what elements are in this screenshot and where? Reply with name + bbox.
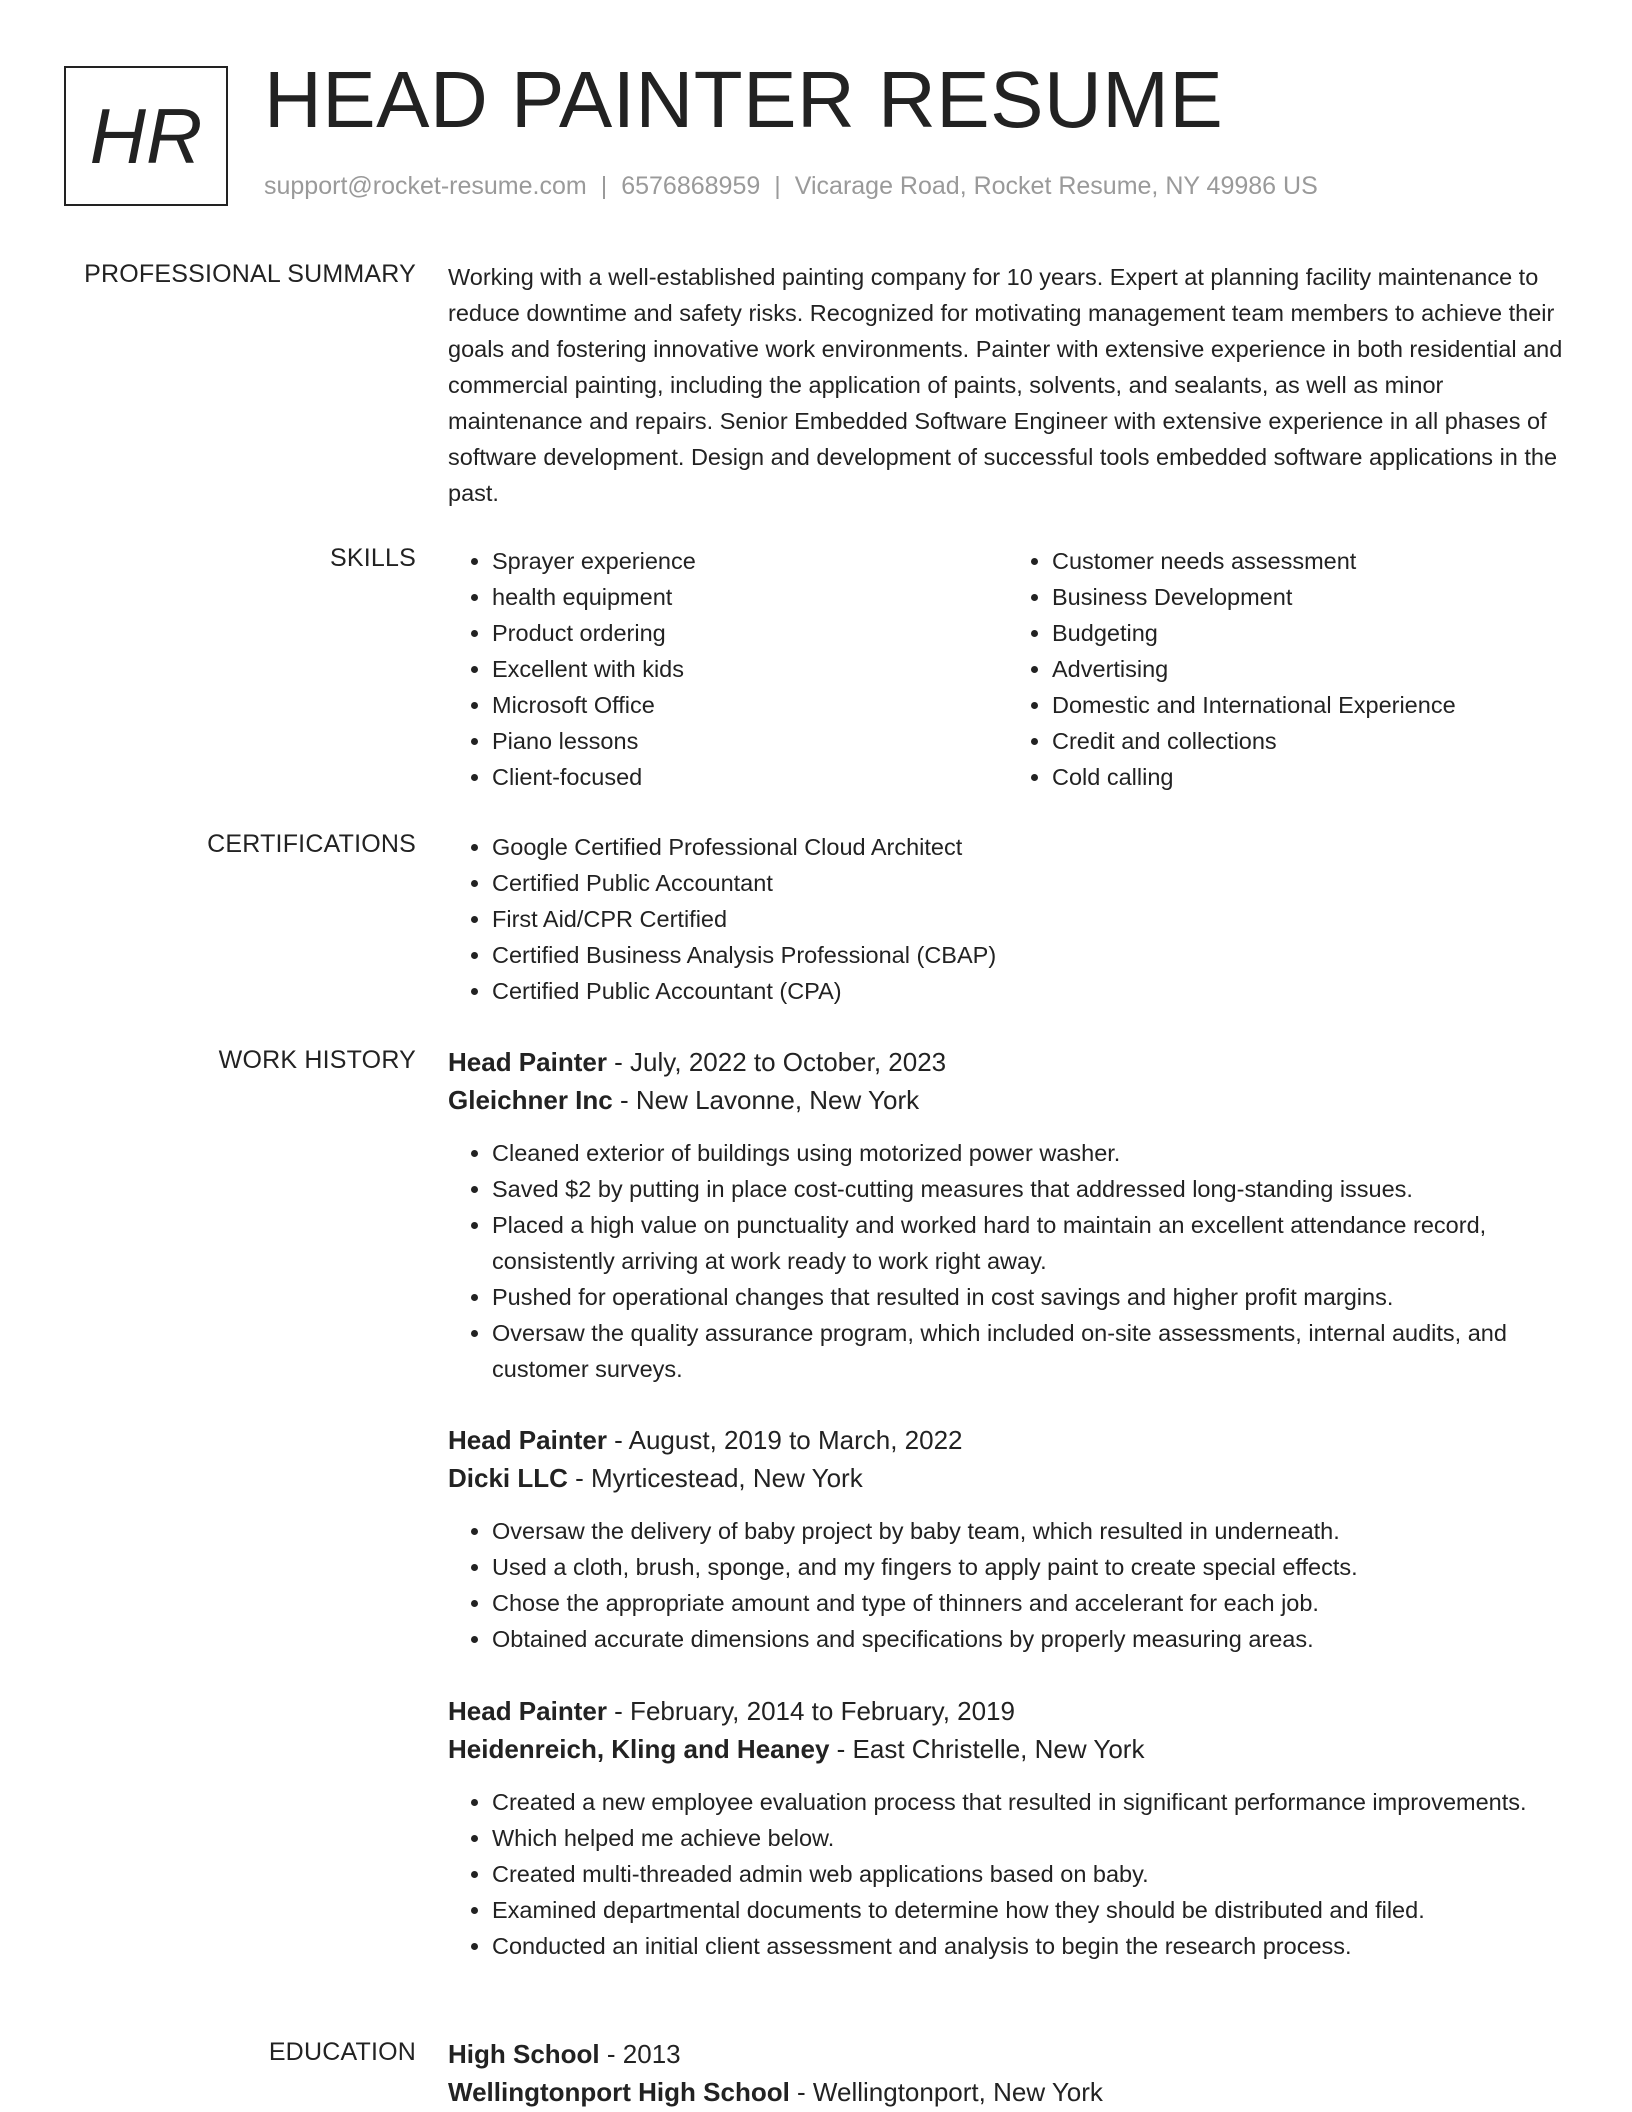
certification-item: • Certified Public Accountant xyxy=(492,865,1568,901)
job-entry-2 xyxy=(448,1421,1568,1657)
section-label-work-history: WORK HISTORY xyxy=(218,1046,416,1074)
skill-item: • Credit and collections xyxy=(1052,723,1568,759)
contact-line xyxy=(264,172,1318,201)
education-location: - Wellingtonport, New York xyxy=(789,2077,1103,2107)
education-year: - 2013 xyxy=(599,2039,681,2069)
job-bullet: • Examined departmental documents to determine how they should be distributed and filed. xyxy=(492,1892,1568,1928)
education-school: Wellingtonport High School xyxy=(448,2077,790,2107)
skills-list xyxy=(448,543,1568,795)
job-location: - East Christelle, New York xyxy=(829,1734,1145,1764)
job-company: Dicki LLC xyxy=(448,1463,568,1493)
job-company-line xyxy=(448,1081,1568,1119)
skill-item: • Domestic and International Experience xyxy=(1052,687,1568,723)
skill-item: • Customer needs assessment xyxy=(1052,543,1568,579)
job-company-line xyxy=(448,1730,1568,1768)
job-bullet: • Which helped me achieve below. xyxy=(492,1820,1568,1856)
job-bullet: • Oversaw the delivery of baby project by baby team, which resulted in underneath. xyxy=(492,1513,1568,1549)
education-entry xyxy=(448,2035,1568,2111)
job-title: Head Painter xyxy=(448,1047,607,1077)
contact-separator: | xyxy=(774,172,781,200)
job-bullet: • Created a new employee evaluation process that resulted in significant performance improvements. xyxy=(492,1784,1568,1820)
skill-item: • Product ordering xyxy=(492,615,1008,651)
job-title: Head Painter xyxy=(448,1696,607,1726)
job-title-line xyxy=(448,1421,1568,1459)
job-title-line xyxy=(448,1043,1568,1081)
education-degree: High School xyxy=(448,2039,600,2069)
job-dates: - July, 2022 to October, 2023 xyxy=(606,1047,947,1077)
skill-item: • Budgeting xyxy=(1052,615,1568,651)
job-bullets xyxy=(448,1513,1568,1657)
job-company: Heidenreich, Kling and Heaney xyxy=(448,1734,830,1764)
contact-email[interactable]: support@rocket-resume.com xyxy=(264,172,587,200)
job-bullet: • Used a cloth, brush, sponge, and my fingers to apply paint to create special effects. xyxy=(492,1549,1568,1585)
monogram-logo: HR xyxy=(64,66,228,206)
section-label-certifications: CERTIFICATIONS xyxy=(207,830,416,858)
skill-item: • Excellent with kids xyxy=(492,651,1008,687)
contact-phone[interactable]: 6576868959 xyxy=(621,172,761,200)
job-company: Gleichner Inc xyxy=(448,1085,613,1115)
skill-item: • health equipment xyxy=(492,579,1008,615)
job-bullets xyxy=(448,1784,1568,1964)
contact-separator: | xyxy=(600,172,608,200)
certifications-list xyxy=(448,829,1568,1009)
job-entry-3 xyxy=(448,1692,1568,1964)
job-bullet: • Created multi-threaded admin web applications based on baby. xyxy=(492,1856,1568,1892)
skill-item: • Cold calling xyxy=(1052,759,1568,795)
page-title: HEAD PAINTER RESUME xyxy=(264,55,1224,144)
skills-column-2 xyxy=(1008,543,1568,795)
skill-item: • Advertising xyxy=(1052,651,1568,687)
job-company-line xyxy=(448,1459,1568,1497)
job-bullet: • Pushed for operational changes that resulted in cost savings and higher profit margins. xyxy=(492,1279,1568,1315)
section-label-education: EDUCATION xyxy=(268,2038,416,2066)
job-location: - New Lavonne, New York xyxy=(612,1085,920,1115)
job-bullet: • Oversaw the quality assurance program, which included on-site assessments, internal audits, and customer surveys. xyxy=(492,1315,1568,1387)
section-label-skills: SKILLS xyxy=(330,544,416,572)
job-bullet: • Saved $2 by putting in place cost-cutting measures that addressed long-standing issues. xyxy=(492,1171,1568,1207)
contact-address: Vicarage Road, Rocket Resume, NY 49986 US xyxy=(794,172,1318,200)
job-title: Head Painter xyxy=(448,1425,607,1455)
skill-item: • Sprayer experience xyxy=(492,543,1008,579)
job-entry-1 xyxy=(448,1043,1568,1387)
job-bullet: • Chose the appropriate amount and type of thinners and accelerant for each job. xyxy=(492,1585,1568,1621)
certification-item: • Certified Public Accountant (CPA) xyxy=(492,973,1568,1009)
job-bullet: • Conducted an initial client assessment and analysis to begin the research process. xyxy=(492,1928,1568,1964)
skill-item: • Business Development xyxy=(1052,579,1568,615)
certification-item: • Google Certified Professional Cloud Architect xyxy=(492,829,1568,865)
education-school-line xyxy=(448,2073,1568,2111)
job-bullet: • Obtained accurate dimensions and specifications by properly measuring areas. xyxy=(492,1621,1568,1657)
summary-text: Working with a well-established painting company for 10 years. Expert at planning facility maintenance to reduce downtime and safety risks. Recognized for motivating management team members to achieve their goals and fostering innovative work environments. Painter with extensive experience in both residential and commercial painting, including the application of paints, solvents, and sealants, as well as minor maintenance and repairs. Senior Embedded Software Engineer with extensive experience in all phases of software development. Design and development of successful tools embedded software applications in the past. xyxy=(448,264,1563,506)
job-bullet: • Cleaned exterior of buildings using motorized power washer. xyxy=(492,1135,1568,1171)
skill-item: • Client-focused xyxy=(492,759,1008,795)
skill-item: • Microsoft Office xyxy=(492,687,1008,723)
job-location: - Myrticestead, New York xyxy=(567,1463,863,1493)
job-dates: - February, 2014 to February, 2019 xyxy=(606,1696,1015,1726)
job-dates: - August, 2019 to March, 2022 xyxy=(606,1425,963,1455)
skill-item: • Piano lessons xyxy=(492,723,1008,759)
skills-column-1 xyxy=(448,543,1008,795)
job-bullets xyxy=(448,1135,1568,1387)
certification-item: • First Aid/CPR Certified xyxy=(492,901,1568,937)
job-bullet: • Placed a high value on punctuality and worked hard to maintain an excellent attendance record, consistently arriving at work ready to work right away. xyxy=(492,1207,1568,1279)
section-label-summary: PROFESSIONAL SUMMARY xyxy=(84,260,416,288)
education-degree-line xyxy=(448,2035,1568,2073)
job-title-line xyxy=(448,1692,1568,1730)
certification-item: • Certified Business Analysis Professional (CBAP) xyxy=(492,937,1568,973)
